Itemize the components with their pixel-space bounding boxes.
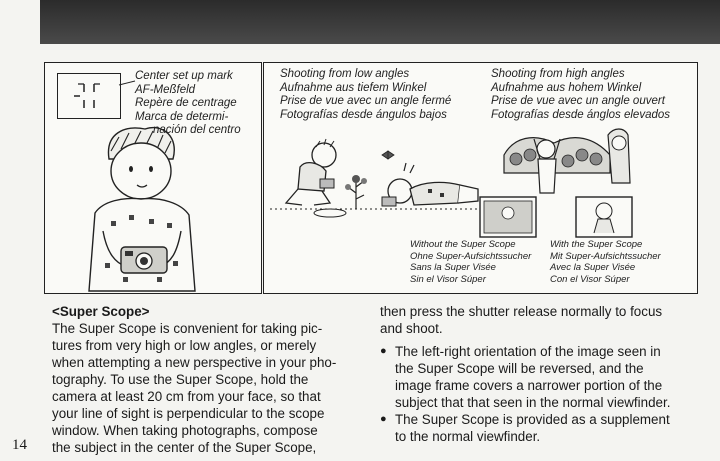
low-angle-caption: [280, 68, 451, 122]
header-band: [40, 0, 720, 44]
caption-line: Marca de determi-: [135, 110, 229, 123]
bullet-line: to the normal viewfinder.: [395, 429, 541, 444]
bullet-line: the Super Scope will be reversed, and the: [395, 361, 644, 376]
caption-line: Without the Super Scope: [410, 239, 516, 250]
caption-line: Aufnahme aus tiefem Winkel: [280, 81, 427, 94]
section-heading: <Super Scope>: [52, 304, 150, 319]
body-line: and shoot.: [380, 321, 443, 336]
caption-line: Mit Super-Aufsichtssucher: [550, 250, 661, 262]
body-line: your line of sight is perpendicular to the scope: [52, 406, 325, 421]
body-line: The Super Scope is convenient for taking pic-: [52, 321, 323, 336]
caption-line: With the Super Scope: [550, 239, 643, 250]
caption-line: AF-Meßfeld: [135, 83, 196, 96]
caption-line: Repère de centrage: [135, 97, 237, 109]
illustration-panel-center-mark: [44, 62, 262, 294]
caption-line: Sans la Super Visée: [410, 262, 496, 273]
page-number: 14: [12, 437, 27, 453]
high-angle-caption: [491, 68, 670, 122]
bullet-icon: ●: [380, 413, 387, 425]
caption-line: Prise de vue avec un angle ouvert: [491, 95, 665, 107]
body-line: tography. To use the Super Scope, hold the: [52, 372, 309, 387]
body-line: then press the shutter release normally to focus: [380, 304, 663, 319]
body-line: camera at least 20 cm from your face, so that: [52, 389, 321, 404]
bullet-line: subject that that seen in the normal viewfinder.: [395, 395, 671, 410]
bullet-line: The Super Scope is provided as a supplement: [395, 412, 670, 427]
caption-line: Shooting from low angles: [280, 68, 410, 80]
caption-line: Avec la Super Visée: [550, 262, 636, 273]
with-scope-caption: [550, 239, 661, 285]
caption-line: Fotografías desde ánglos elevados: [491, 108, 671, 121]
caption-line: nación del centro: [153, 124, 241, 136]
center-mark-caption: [135, 70, 241, 138]
text-column-right: [380, 303, 700, 445]
bullet-item: [380, 343, 700, 411]
caption-line: Sin el Visor Súper: [410, 273, 486, 285]
without-scope-caption: [410, 239, 531, 285]
bullet-line: image frame covers a narrower portion of the: [395, 378, 663, 393]
body-line: when attempting a new perspective in your pho-: [52, 355, 337, 370]
body-line: window. When taking photographs, compose: [52, 423, 318, 438]
text-column-left: [52, 303, 362, 456]
caption-line: Fotografías desde ángulos bajos: [280, 108, 447, 121]
caption-line: Aufnahme aus hohem Winkel: [491, 81, 642, 94]
caption-line: Prise de vue avec un angle fermé: [280, 95, 452, 107]
caption-line: Center set up mark: [135, 70, 233, 82]
caption-line: Shooting from high angles: [491, 68, 625, 80]
bullet-item: [380, 411, 700, 445]
caption-line: Ohne Super-Aufsichtssucher: [410, 250, 532, 262]
body-line: tures from very high or low angles, or merely: [52, 338, 317, 353]
bullet-line: The left-right orientation of the image seen in: [395, 344, 661, 359]
caption-line: Con el Visor Súper: [550, 273, 630, 285]
body-line: the subject in the center of the Super Scope,: [52, 440, 317, 455]
bullet-icon: ●: [380, 345, 387, 357]
illustration-panel-angles: [263, 62, 698, 294]
